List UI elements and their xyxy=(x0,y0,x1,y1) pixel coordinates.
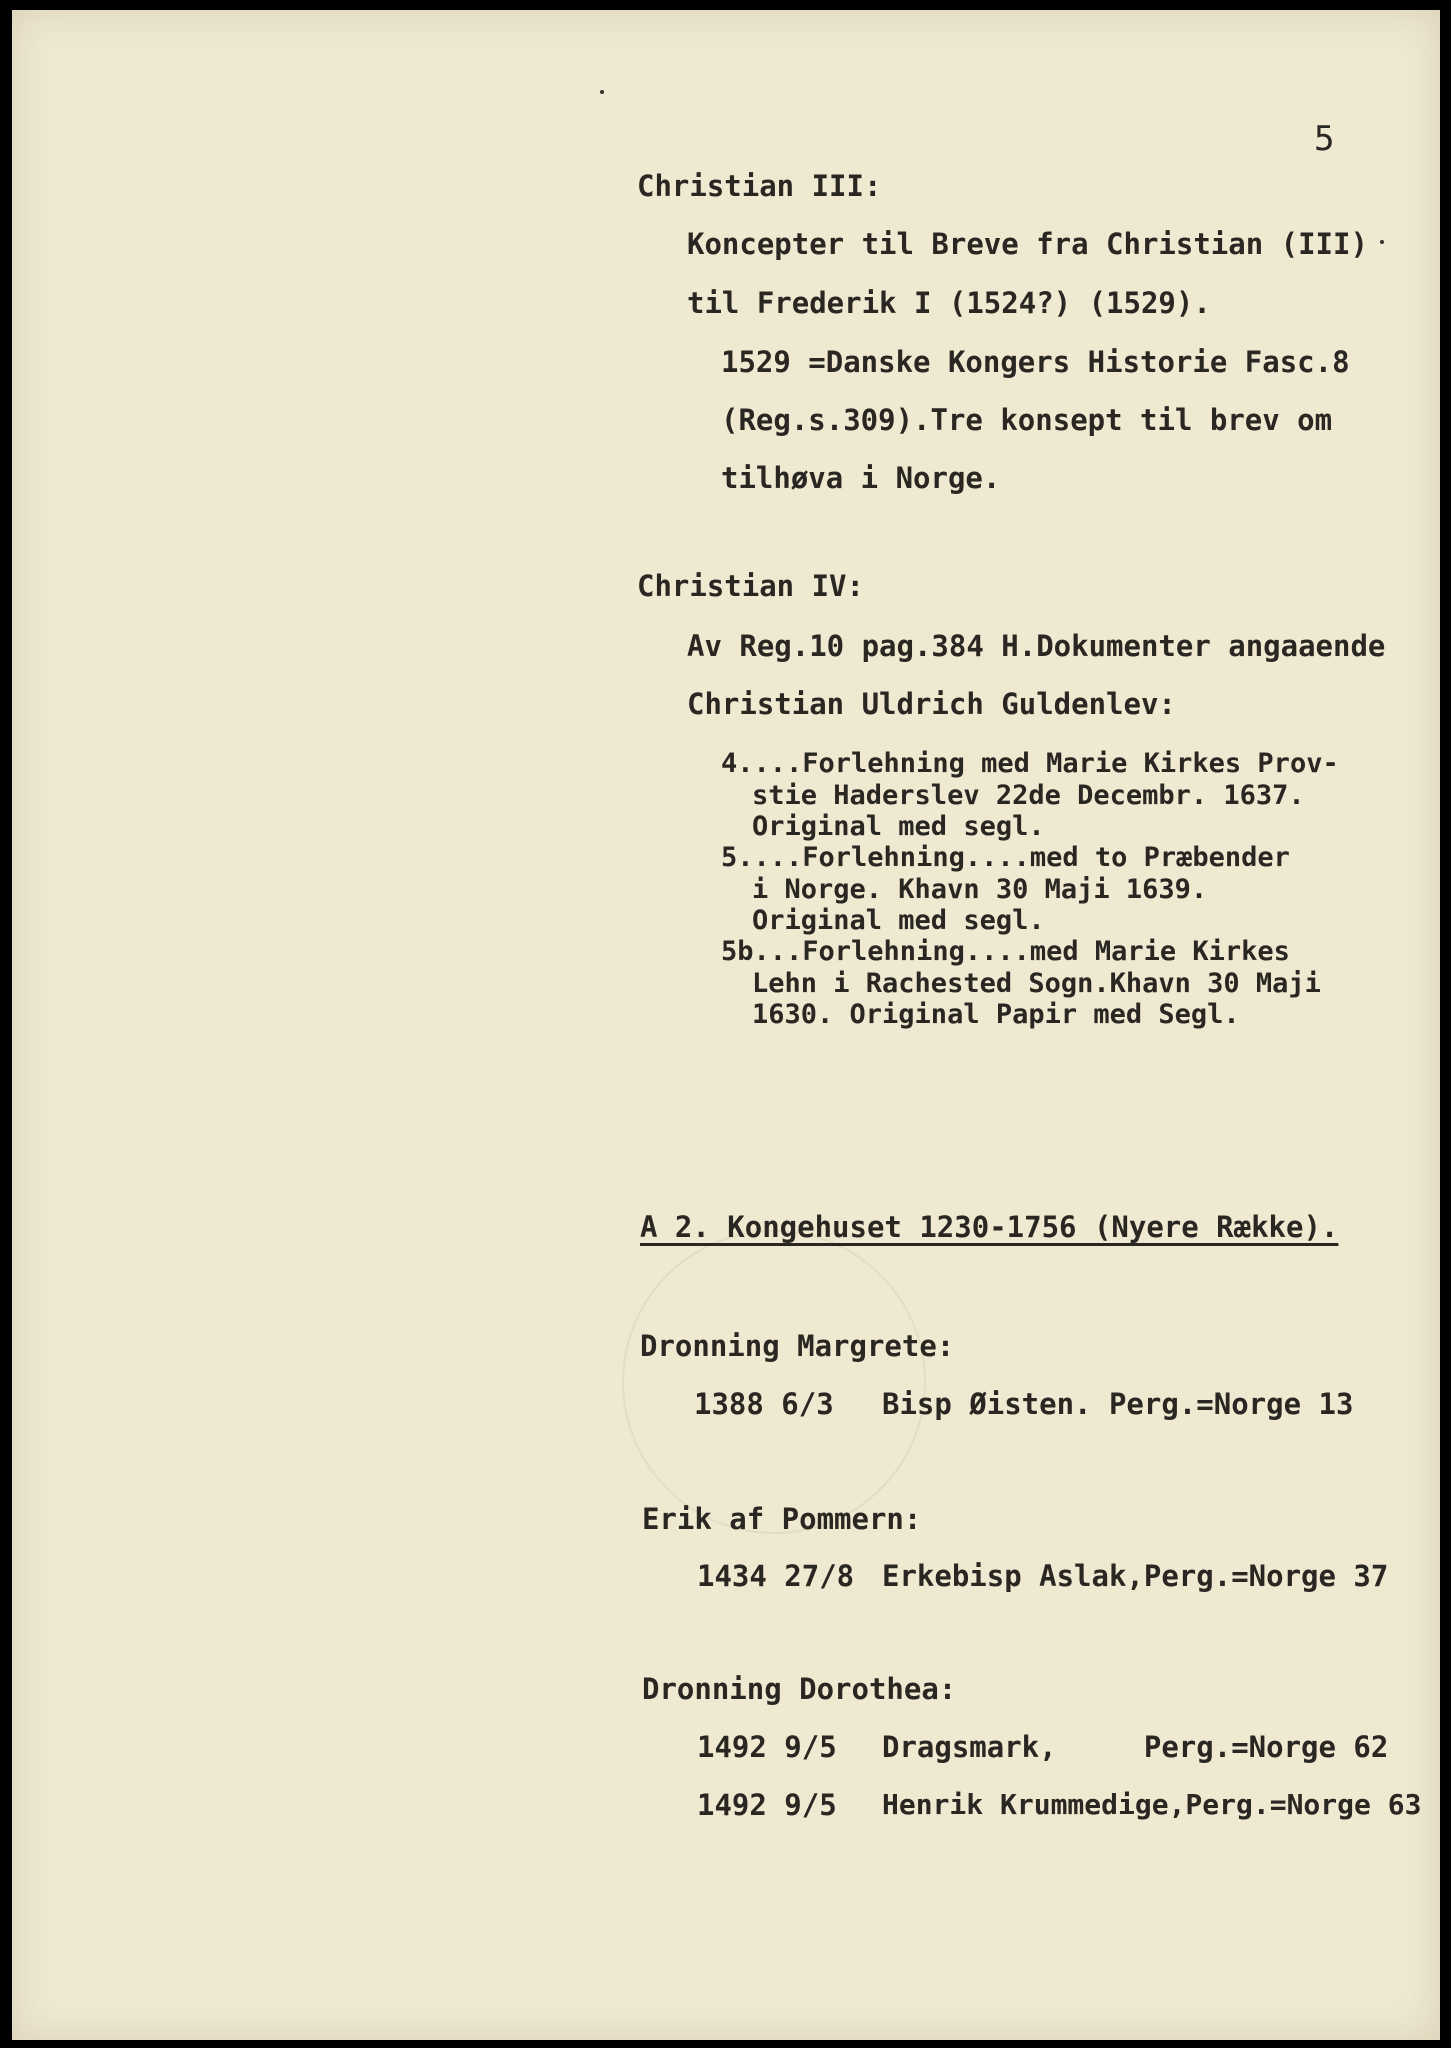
entry-date: 1388 6/3 xyxy=(694,1387,834,1421)
entry-line: Lehn i Rachested Sogn.Khavn 30 Maji xyxy=(752,968,1321,999)
entry-date: 1492 9/5 xyxy=(697,1730,837,1764)
ink-speck xyxy=(1380,240,1384,244)
faint-stamp xyxy=(622,1230,926,1534)
entry-text: Erkebisp Aslak,Perg.=Norge 37 xyxy=(882,1559,1389,1593)
ink-speck xyxy=(600,90,604,94)
entry-line: Original med segl. xyxy=(752,905,1045,936)
heading-christian-iv: Christian IV: xyxy=(637,569,864,603)
entry-text: Dragsmark, Perg.=Norge 62 xyxy=(882,1730,1389,1764)
entry-text: Bisp Øisten. Perg.=Norge 13 xyxy=(882,1387,1354,1421)
text-line: til Frederik I (1524?) (1529). xyxy=(687,286,1211,320)
page-number: 5 xyxy=(1314,119,1335,159)
heading-dronning-dorothea: Dronning Dorothea: xyxy=(642,1672,957,1706)
text-line: tilhøva i Norge. xyxy=(721,461,1001,495)
heading-dronning-margrete: Dronning Margrete: xyxy=(640,1329,955,1363)
entry-line: i Norge. Khavn 30 Maji 1639. xyxy=(752,874,1208,905)
text-line: Koncepter til Breve fra Christian (III) xyxy=(687,227,1368,261)
entry-line: Original med segl. xyxy=(752,811,1045,842)
text-line: Christian Uldrich Guldenlev: xyxy=(687,687,1176,721)
entry-line: 1630. Original Papir med Segl. xyxy=(752,999,1240,1030)
entry-text: Henrik Krummedige,Perg.=Norge 63 xyxy=(882,1788,1422,1821)
entry-line: 5b...Forlehning....med Marie Kirkes xyxy=(721,936,1290,967)
entry-line: 5....Forlehning....med to Præbender xyxy=(721,842,1290,873)
entry-date: 1434 27/8 xyxy=(697,1559,855,1593)
entry-line: 4....Forlehning med Marie Kirkes Prov- xyxy=(721,748,1339,779)
heading-erik-af-pommern: Erik af Pommern: xyxy=(642,1502,922,1536)
heading-a2-kongehuset: A 2. Kongehuset 1230-1756 (Nyere Række). xyxy=(640,1210,1339,1244)
document-page xyxy=(12,10,1440,2040)
heading-christian-iii: Christian III: xyxy=(637,169,882,203)
text-line: 1529 =Danske Kongers Historie Fasc.8 xyxy=(721,345,1350,379)
entry-line: stie Haderslev 22de Decembr. 1637. xyxy=(752,780,1305,811)
text-line: Av Reg.10 pag.384 H.Dokumenter angaaende xyxy=(687,629,1386,663)
text-line: (Reg.s.309).Tre konsept til brev om xyxy=(721,403,1333,437)
entry-date: 1492 9/5 xyxy=(697,1788,837,1822)
